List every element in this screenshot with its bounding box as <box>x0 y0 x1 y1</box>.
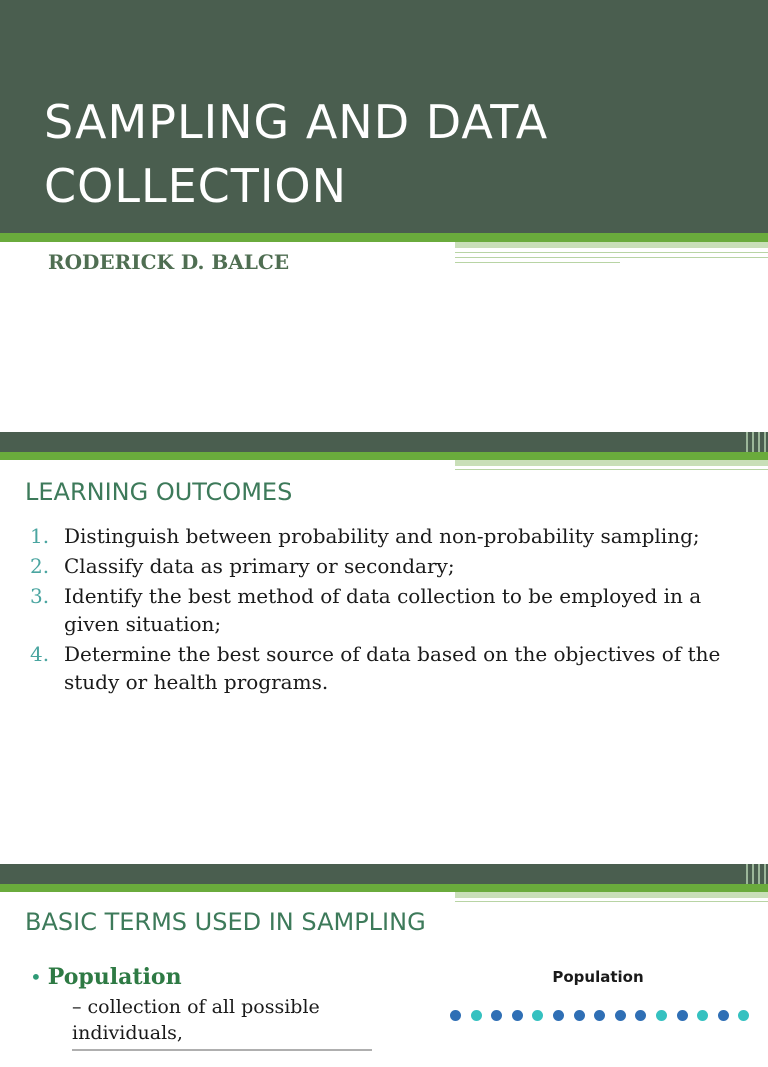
slide-top-band <box>0 864 768 884</box>
slide-heading: LEARNING OUTCOMES <box>25 478 293 506</box>
band-edge-ticks <box>744 864 768 884</box>
presentation-title <box>44 90 548 218</box>
population-dots <box>450 1010 760 1030</box>
population-dot <box>532 1010 543 1021</box>
list-item <box>30 552 730 580</box>
slide-heading: BASIC TERMS USED IN SAMPLING <box>25 908 426 936</box>
figure-label: Population <box>552 968 644 986</box>
population-dot <box>738 1010 749 1021</box>
population-dot <box>718 1010 729 1021</box>
item-number: 1. <box>30 524 50 548</box>
title-line-2: COLLECTION <box>44 159 348 213</box>
term-population <box>30 964 430 1054</box>
band-edge-ticks <box>744 432 768 452</box>
title-accent-line <box>455 257 768 258</box>
population-dot <box>635 1010 646 1021</box>
outcomes-list <box>30 522 730 698</box>
bullet-icon: • <box>30 965 42 989</box>
slide-top-band <box>0 432 768 452</box>
item-number: 3. <box>30 584 50 608</box>
term-definition: – collection of all possible individuals, <box>72 996 320 1044</box>
population-dot <box>615 1010 626 1021</box>
population-dot <box>553 1010 564 1021</box>
basic-terms-slide <box>0 864 768 1044</box>
list-item <box>30 640 730 696</box>
title-accent-stripe-pale <box>455 242 768 248</box>
item-number: 4. <box>30 642 50 666</box>
slide-accent-line <box>455 469 768 470</box>
title-accent-stripe <box>0 233 768 242</box>
list-item <box>30 522 730 550</box>
term-name: Population <box>47 964 182 990</box>
title-accent-line <box>455 262 620 263</box>
slide-accent-stripe <box>0 884 768 892</box>
slide-accent-stripe <box>0 452 768 460</box>
population-dot <box>450 1010 461 1021</box>
population-dot <box>491 1010 502 1021</box>
population-dot <box>471 1010 482 1021</box>
slide-accent-line <box>455 901 768 902</box>
list-item <box>30 582 730 638</box>
title-accent-line <box>455 252 768 253</box>
item-text: Determine the best source of data based on the objectives of the study or health programs. <box>64 642 721 694</box>
item-text: Classify data as primary or secondary; <box>64 554 455 578</box>
learning-outcomes-slide <box>0 432 768 864</box>
population-dot <box>677 1010 688 1021</box>
item-number: 2. <box>30 554 50 578</box>
title-line-1: SAMPLING AND DATA <box>44 95 549 149</box>
population-dot <box>574 1010 585 1021</box>
population-dot <box>594 1010 605 1021</box>
author-name: RODERICK D. BALCE <box>48 250 290 274</box>
slide-accent-stripe-pale <box>455 460 768 466</box>
title-slide <box>0 0 768 432</box>
population-figure <box>448 968 758 986</box>
cropped-text-line <box>72 1048 430 1054</box>
population-dot <box>512 1010 523 1021</box>
item-text: Identify the best method of data collection to be employed in a given situation; <box>64 584 702 636</box>
population-dot <box>697 1010 708 1021</box>
population-dot <box>656 1010 667 1021</box>
item-text: Distinguish between probability and non-probability sampling; <box>64 524 700 548</box>
slide-accent-stripe-pale <box>455 892 768 898</box>
